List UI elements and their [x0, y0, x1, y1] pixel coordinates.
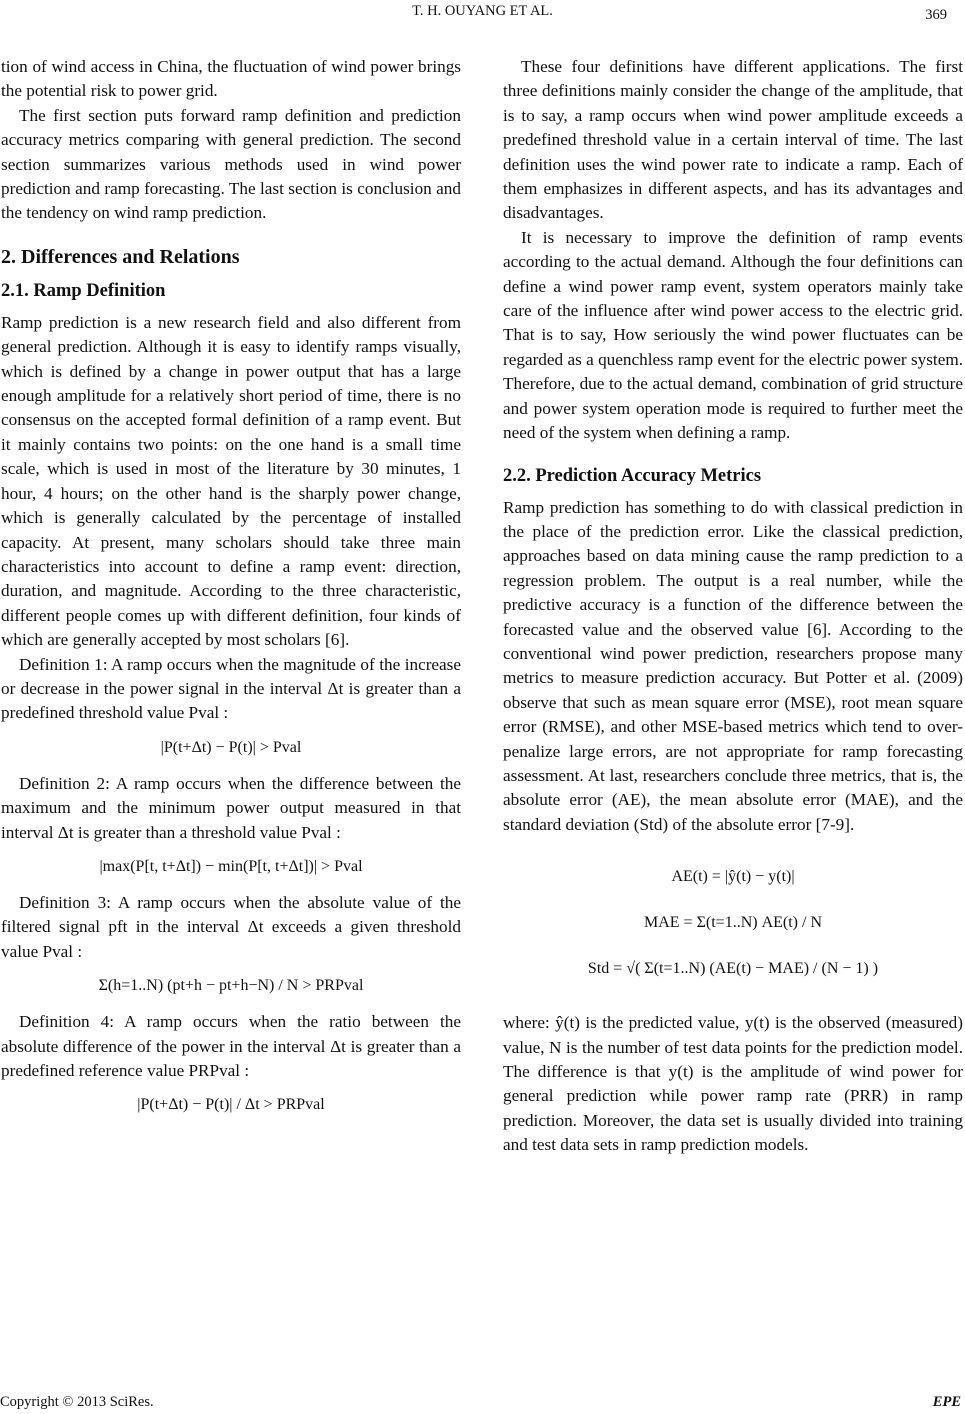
subsection-heading: 2.2. Prediction Accuracy Metrics [503, 465, 762, 486]
paragraph: where: ŷ(t) is the predicted value, y(t) is the observed (measured) value, N is the number of test data points for the prediction model. The difference is that y(t) is the amplitude of wind power for general prediction while power ramp rate (PRR) in ramp prediction. Moreover, the data set is usually divided into training and test data sets in ramp prediction models. [503, 1013, 963, 1155]
copyright: Copyright © 2013 SciRes. [0, 1394, 154, 1410]
paragraph: Ramp prediction is a new research field and also different from general prediction. Although it is easy to identify ramps visually, which is defined by a change in power output that has a large enough amplitude for a relatively short period of time, there is no consensus on the accepted formal definition of a ramp event. But it mainly contains two points: on the one hand is a small time scale, which is used in most of the literature by 30 minutes, 1 hour, 4 hours; on the other hand is the sharply power change, which is generally calculated by the percentage of installed capacity. At present, many scholars should take three main characteristics into account to define a ramp event: direction, duration, and magnitude. According to the three characteristic, different people comes up with different definition, four kinds of which are generally accepted by most scholars [6]. [1, 312, 461, 650]
paragraph: It is necessary to improve the definition of ramp events according to the actual demand. Although the four definitions can define a wind power ramp event, system operators mainly take care of the influence after wind power access to the electric grid. That is to say, How seriously the wind power fluctuates can be regarded as a quenchless ramp event for the electric power system. Therefore, due to the actual demand, combination of grid structure and power system operation mode is required to further meet the need of the system when defining a ramp. [503, 227, 963, 443]
equation-ae: AE(t) = |ŷ(t) − y(t)| [671, 868, 795, 886]
equation-2: |max(P[t, t+Δt]) − min(P[t, t+Δt])| > Pval [99, 857, 363, 875]
page-number: 369 [925, 7, 947, 23]
journal-abbrev: EPE [932, 1394, 961, 1410]
definition-4: Definition 4: A ramp occurs when the ratio between the absolute difference of the power in the interval Δt is greater than a predefined reference value PRPval : [1, 1012, 461, 1080]
equation-1: |P(t+Δt) − P(t)| > Pval [160, 738, 302, 756]
page-header [0, 3, 965, 23]
equation-std: Std = √( Σ(t=1..N) (AE(t) − MAE) / (N − 1) ) [587, 960, 879, 978]
definition-1: Definition 1: A ramp occurs when the magnitude of the increase or decrease in the power signal in the interval Δt is greater than a predefined threshold value Pval : [1, 654, 461, 723]
equation-4: |P(t+Δt) − P(t)| / Δt > PRPval [137, 1096, 325, 1114]
equation-3: Σ(h=1..N) (pt+h − pt+h−N) / N > PRPval [98, 977, 364, 995]
equation-mae: MAE = Σ(t=1..N) AE(t) / N [644, 914, 822, 932]
paragraph: tion of wind access in China, the fluctuation of wind power brings the potential risk to power grid. [1, 57, 461, 101]
definition-3: Definition 3: A ramp occurs when the absolute value of the filtered signal pft in the interval Δt exceeds a given threshold value Pval : [1, 892, 461, 961]
paragraph: Ramp prediction has something to do with classical prediction in the place of the prediction error. Like the classical prediction, approaches based on data mining cause the ramp prediction to a regression problem. The output is a real number, while the predictive accuracy is a function of the difference between the forecasted value and the observed value [6]. According to the conventional wind power prediction, researchers propose many metrics to measure prediction accuracy. But Potter et al. (2009) observe that such as mean square error (MSE), root mean square error (RMSE), and other MSE-based metrics which tend to over-penalize large errors, are not appropriate for ramp forecasting assessment. At last, researchers conclude three metrics, that is, the absolute error (AE), the mean absolute error (MAE), and the standard deviation (Std) of the absolute error [7-9]. [503, 497, 963, 834]
subsection-heading: 2.1. Ramp Definition [1, 280, 166, 301]
left-column [1, 55, 461, 1129]
running-title: T. H. OUYANG ET AL. [412, 3, 553, 19]
definition-2: Definition 2: A ramp occurs when the difference between the maximum and the minimum power output measured in that interval Δt is greater than a threshold value Pval : [1, 773, 461, 842]
paragraph: These four definitions have different applications. The first three definitions mainly consider the change of the amplitude, that is to say, a ramp occurs when wind power amplitude exceeds a predefined threshold value in a certain interval of time. The last definition uses the wind power rate to indicate a ramp. Each of them emphasizes in different aspects, and has its advantages and disadvantages. [503, 57, 963, 223]
paragraph: The first section puts forward ramp definition and prediction accuracy metrics comparing with general prediction. The second section summarizes various methods used in wind power prediction and ramp forecasting. The last section is conclusion and the tendency on wind ramp prediction. [1, 105, 461, 223]
section-heading: 2. Differences and Relations [1, 245, 240, 268]
right-column [503, 55, 963, 1158]
